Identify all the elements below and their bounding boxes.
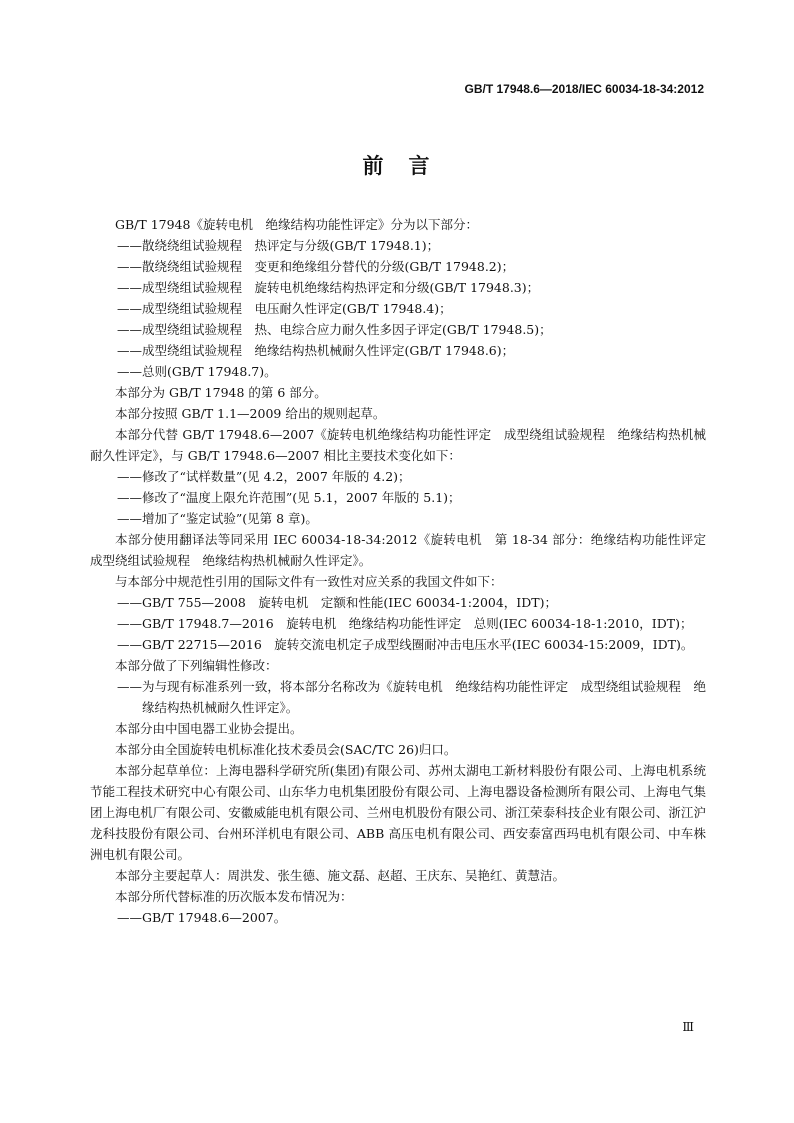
- paragraph: 本部分起草单位：上海电器科学研究所(集团)有限公司、苏州太湖电工新材料股份有限公司、上海电机系统节能工程技术研究中心有限公司、山东华力电机集团股份有限公司、上海电器设备检测所有限公司、上海电气集团上海电机厂有限公司、安徽威能电机有限公司、兰州电机股份有限公司、浙江荣泰科技企业有限公司、浙江沪龙科技股份有限公司、台州环洋机电有限公司、ABB 高压电机有限公司、西安泰富西玛电机有限公司、中车株洲电机有限公司。: [90, 763, 706, 862]
- paragraph: 本部分由中国电器工业协会提出。: [115, 721, 303, 736]
- list-item: ——散绕绕组试验规程 热评定与分级(GB/T 17948.1)；: [117, 238, 440, 253]
- list-item: ——为与现有标准系列一致，将本部分名称改为《旋转电机 绝缘结构功能性评定 成型绕组试验规程 绝缘结构热机械耐久性评定》。: [117, 679, 706, 715]
- standard-number-header: GB/T 17948.6—2018/IEC 60034-18-34:2012: [464, 82, 704, 96]
- list-item: ——成型绕组试验规程 热、电综合应力耐久性多因子评定(GB/T 17948.5)；: [117, 322, 552, 337]
- list-item: ——成型绕组试验规程 旋转电机绝缘结构热评定和分级(GB/T 17948.3)；: [117, 280, 540, 295]
- list-item: ——总则(GB/T 17948.7)。: [117, 364, 277, 379]
- paragraph: 本部分为 GB/T 17948 的第 6 部分。: [115, 385, 327, 400]
- paragraph: 与本部分中规范性引用的国际文件有一致性对应关系的我国文件如下：: [115, 574, 503, 589]
- list-item: ——GB/T 755—2008 旋转电机 定额和性能(IEC 60034-1:2004，IDT)；: [117, 595, 557, 610]
- list-item: ——GB/T 17948.6—2007。: [117, 910, 287, 925]
- list-item: ——修改了“试样数量”(见 4.2，2007 年版的 4.2)；: [117, 469, 411, 484]
- list-item: ——散绕绕组试验规程 变更和绝缘组分替代的分级(GB/T 17948.2)；: [117, 259, 515, 274]
- page-title: 前 言: [362, 154, 432, 178]
- paragraph: 本部分使用翻译法等同采用 IEC 60034-18-34:2012《旋转电机 第 18-34 部分：绝缘结构功能性评定 成型绕组试验规程 绝缘结构热机械耐久性评定》。: [90, 532, 719, 568]
- foreword-body: [90, 214, 719, 928]
- paragraph: GB/T 17948《旋转电机 绝缘结构功能性评定》分为以下部分：: [115, 217, 478, 232]
- paragraph: 本部分按照 GB/T 1.1—2009 给出的规则起草。: [115, 406, 386, 421]
- list-item: ——成型绕组试验规程 绝缘结构热机械耐久性评定(GB/T 17948.6)；: [117, 343, 515, 358]
- list-item: ——GB/T 17948.7—2016 旋转电机 绝缘结构功能性评定 总则(IEC 60034-18-1:2010，IDT)；: [117, 616, 693, 631]
- paragraph: 本部分主要起草人：周洪发、张生德、施文磊、赵超、王庆东、吴艳红、黄慧洁。: [115, 868, 566, 883]
- paragraph: 本部分代替 GB/T 17948.6—2007《旋转电机绝缘结构功能性评定 成型绕组试验规程 绝缘结构热机械耐久性评定》，与 GB/T 17948.6—2007 相比主要技术变化如下：: [90, 427, 706, 463]
- paragraph: 本部分做了下列编辑性修改：: [115, 658, 278, 673]
- list-item: ——修改了“温度上限允许范围”(见 5.1，2007 年版的 5.1)；: [117, 490, 461, 505]
- list-item: ——GB/T 22715—2016 旋转交流电机定子成型线圈耐冲击电压水平(IEC 60034-15:2009，IDT)。: [117, 637, 694, 652]
- list-item: ——增加了“鉴定试验”(见第 8 章)。: [117, 511, 318, 526]
- paragraph: 本部分由全国旋转电机标准化技术委员会(SAC/TC 26)归口。: [115, 742, 457, 757]
- paragraph: 本部分所代替标准的历次版本发布情况为：: [115, 889, 353, 904]
- page-number: Ⅲ: [682, 1020, 694, 1034]
- list-item: ——成型绕组试验规程 电压耐久性评定(GB/T 17948.4)；: [117, 301, 452, 316]
